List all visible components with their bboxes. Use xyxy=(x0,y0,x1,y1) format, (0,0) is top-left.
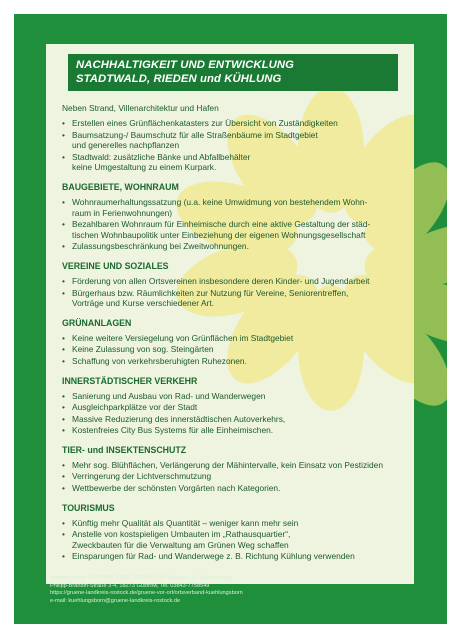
list-item xyxy=(62,414,404,425)
list-item-text: Einsparungen für Rad- und Wanderwege z. B. Richtung Kühlung verwenden xyxy=(72,551,355,562)
list-item-text: Wettbewerbe der schönsten Vorgärten nach Kategorien. xyxy=(72,483,281,494)
section-heading: GRÜNANLAGEN xyxy=(62,317,132,328)
list-item-text: Keine Zulassung von sog. Steingärten xyxy=(72,344,214,355)
section-list xyxy=(62,518,404,562)
title-banner xyxy=(68,54,398,91)
list-item-text: Massive Reduzierung des innerstädtischen Autoverkehrs, xyxy=(72,413,286,424)
list-item xyxy=(62,391,404,402)
list-item xyxy=(62,344,404,355)
content-card xyxy=(46,44,414,584)
intro-list xyxy=(62,118,404,173)
list-item xyxy=(62,471,404,482)
list-item xyxy=(62,518,404,529)
bullet-icon: • xyxy=(62,529,65,540)
list-item-text: Keine weitere Versiegelung von Grünflächen im Stadtgebiet xyxy=(72,332,294,343)
section-list xyxy=(62,276,404,309)
list-item xyxy=(62,152,404,173)
list-item xyxy=(62,288,404,309)
list-item xyxy=(62,402,404,413)
list-item-text: Schaffung von verkehrsberuhigten Ruhezonen. xyxy=(72,355,247,366)
bullet-icon: • xyxy=(62,129,65,140)
bullet-icon: • xyxy=(62,151,65,162)
bullet-icon: • xyxy=(62,459,65,470)
list-item-text: Erstellen eines Grünflächenkatasters zur Übersicht von Zuständigkeiten xyxy=(72,118,338,128)
list-item xyxy=(62,551,404,562)
bullet-icon: • xyxy=(62,118,65,128)
title-line-1: NACHHALTIGKEIT UND ENTWICKLUNG xyxy=(76,59,295,71)
bullet-icon: • xyxy=(62,483,65,494)
list-item-text: Mehr sog. Blühflächen, Verlängerung der Mähintervalle, kein Einsatz von Pestiziden xyxy=(72,459,383,470)
footer-line: Verantwortlich: BÜNDNIS 90/DIE GRÜNEN KV Rostock, LV Mecklenburg xyxy=(50,575,232,581)
bullet-icon: • xyxy=(62,332,65,343)
list-item-text: Baumsatzung-/ Baumschutz für alle Straßenbäume im Stadtgebiet xyxy=(72,129,318,140)
list-item-continuation: keine Umgestaltung zu einem Kurpark. xyxy=(72,162,217,173)
bullet-icon: • xyxy=(62,413,65,424)
bullet-icon: • xyxy=(62,471,65,482)
bullet-icon: • xyxy=(62,241,65,252)
bullet-icon: • xyxy=(62,275,65,286)
list-item xyxy=(62,425,404,436)
list-item xyxy=(62,460,404,471)
intro-text: Neben Strand, Villenarchitektur und Hafen xyxy=(62,103,219,113)
footer-line: e-mail: kuehlungsborn@gruene-landkreis-rostock.de xyxy=(50,597,181,604)
bullet-icon: • xyxy=(62,344,65,355)
section-list xyxy=(62,391,404,436)
list-item xyxy=(62,483,404,494)
list-item-text: Sanierung und Ausbau von Rad- und Wanderwegen xyxy=(72,390,266,401)
list-item-continuation: Zweckbauten für die Verwaltung am Grünen Weg schaffen xyxy=(72,539,289,550)
list-item xyxy=(62,219,404,240)
list-item-continuation: tischen Wohnbaupolitik unter Einbeziehung der eigenen Wohnungsgesellschaft xyxy=(72,229,366,240)
list-item-text: Künftig mehr Qualität als Quantität – weniger kann mehr sein xyxy=(72,517,299,528)
section-heading: TOURISMUS xyxy=(62,502,115,513)
section-list xyxy=(62,460,404,494)
list-item-continuation: raum in Ferienwohnungen) xyxy=(72,207,173,218)
bullet-icon: • xyxy=(62,402,65,413)
list-item-text: Zulassungsbeschränkung bei Zweitwohnungen. xyxy=(72,241,249,252)
imprint-footer xyxy=(50,575,390,605)
bullet-icon: • xyxy=(62,390,65,401)
list-item xyxy=(62,241,404,252)
card-wrapper xyxy=(14,14,447,624)
list-item-text: Anstelle von kostspieligen Umbauten im „Rathausquartier“, xyxy=(72,529,291,540)
list-item xyxy=(62,118,404,129)
section-heading: VEREINE UND SOZIALES xyxy=(62,260,169,271)
list-item-continuation: Vorträge und Kurse verschiedener Art. xyxy=(72,298,214,309)
list-item xyxy=(62,197,404,218)
footer-line: Philipp-Brandin-Straße 3-4, 18273 Güstrow, Tel. 03843-7758549 xyxy=(50,582,210,589)
list-item xyxy=(62,356,404,367)
bullet-icon: • xyxy=(62,196,65,207)
content-body xyxy=(46,54,414,562)
list-item-text: Bürgerhaus bzw. Räumlichkeiten zur Nutzung für Vereine, Seniorentreffen, xyxy=(72,287,349,298)
section-list xyxy=(62,197,404,252)
list-item-text: Ausgleichparkplätze vor der Stadt xyxy=(72,402,198,413)
list-item xyxy=(62,276,404,287)
section-heading: BAUGEBIETE, WOHNRAUM xyxy=(62,181,179,192)
list-item-text: Stadtwald: zusätzliche Bänke und Abfallbehälter xyxy=(72,151,251,162)
list-item-text: Verringerung der Lichtverschmutzung xyxy=(72,471,212,482)
list-item xyxy=(62,529,404,550)
list-item-text: Förderung von allen Ortsvereinen insbesondere deren Kinder- und Jugendarbeit xyxy=(72,275,370,286)
list-item-text: Bezahlbaren Wohnraum für Einheimische durch eine aktive Gestaltung der städ- xyxy=(72,219,371,230)
bullet-icon: • xyxy=(62,219,65,230)
bullet-icon: • xyxy=(62,517,65,528)
title-line-2: STADTWALD, RIEDEN und KÜHLUNG xyxy=(76,73,282,85)
list-item xyxy=(62,130,404,151)
bullet-icon: • xyxy=(62,551,65,562)
section-heading: INNERSTÄDTISCHER VERKEHR xyxy=(62,375,198,386)
section-list xyxy=(62,333,404,367)
sections-container xyxy=(62,182,404,562)
list-item-text: Wohnraumerhaltungssatzung (u.a. keine Umwidmung von bestehendem Wohn- xyxy=(72,196,368,207)
list-item-text: Kostenfreies City Bus Systems für alle Einheimischen. xyxy=(72,425,274,436)
list-item-continuation: und generelles nachpflanzen xyxy=(72,140,180,151)
section-heading: TIER- und INSEKTENSCHUTZ xyxy=(62,444,187,455)
bullet-icon: • xyxy=(62,355,65,366)
bullet-icon: • xyxy=(62,287,65,298)
footer-line: https://gruene-landkreis-rostock.de/gruene-vor-ort/ortsverband-kuehlungsborn xyxy=(50,590,243,597)
list-item xyxy=(62,333,404,344)
bullet-icon: • xyxy=(62,425,65,436)
